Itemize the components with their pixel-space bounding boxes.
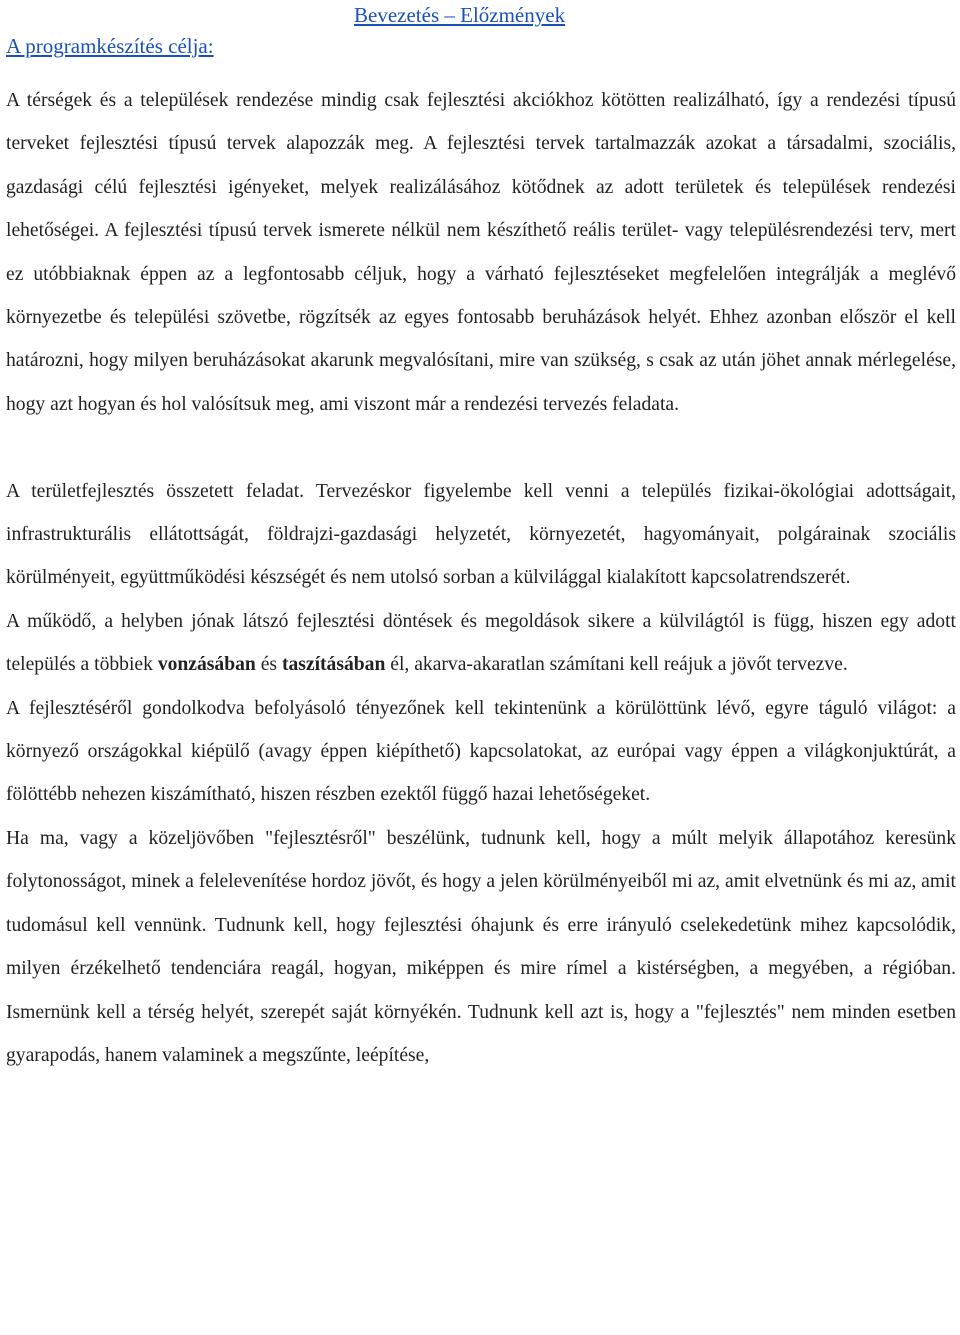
bold-term-vonzasaban: vonzásában bbox=[157, 654, 256, 676]
paragraph-3 bbox=[6, 600, 956, 687]
paragraph-gap bbox=[6, 426, 956, 469]
section-link-programkeszites-celja[interactable]: A programkészítés célja: bbox=[6, 34, 214, 58]
bold-term-taszitasaban: taszításában bbox=[281, 654, 386, 676]
paragraph-4: A fejlesztéséről gondolkodva befolyásoló tényezőnek kell tekintenünk a körülöttünk lévő, egyre táguló világot: a környező országokkal kiépülő (avagy éppen kiépíthető) kapcsolatokat, az európai vagy éppen a világkonjuktúrát, a fölöttébb nehezen kiszámítható, hiszen részben ezektől függő hazai lehetőségeket. bbox=[6, 697, 956, 806]
paragraph-3-text-a: A működő, a helyben jónak látszó fejlesztési döntések és megoldások sikere a külvilágtól is függ, hiszen egy adott település a többiek bbox=[6, 610, 956, 676]
paragraph-3-text-c: él, akarva-akaratlan számítani kell reájuk a jövőt tervezve. bbox=[385, 654, 848, 676]
paragraph-3-text-b: és bbox=[255, 654, 282, 676]
paragraph-5: Ha ma, vagy a közeljövőben "fejlesztésről" beszélünk, tudnunk kell, hogy a múlt melyik állapotához keresünk folytonosságot, minek a felelevenítése hordoz jövőt, és hogy a jelen körülményeiből mi az, amit elvetnünk és mi az, amit tudomásul kell vennünk. Tudnunk kell, hogy fejlesztési óhajunk és erre irányuló cselekedetünk mihez kapcsolódik, milyen érzékelhető tendenciára reagál, hogyan, miképpen és mire rímel a kistérségben, a megyében, a régióban. Ismernünk kell a térség helyét, szerepét saját környékén. Tudnunk kell azt is, hogy a "fejlesztés" nem minden esetben gyarapodás, hanem valaminek a megszűnte, leépítése, bbox=[6, 827, 956, 1066]
document-body bbox=[6, 79, 956, 1077]
paragraph-1: A térségek és a települések rendezése mindig csak fejlesztési akciókhoz kötötten realizálható, így a rendezési típusú terveket fejlesztési típusú tervek alapozzák meg. A fejlesztési tervek tartalmazzák azokat a társadalmi, szociális, gazdasági célú fejlesztési igényeket, melyek realizálásához kötődnek az adott területek és települések rendezési lehetőségei. A fejlesztési típusú tervek ismerete nélkül nem készíthető reális terület- vagy településrendezési terv, mert ez utóbbiaknak éppen az a legfontosabb céljuk, hogy a várható fejlesztéseket megfelelően integrálják a meglévő környezetbe és települési szövetbe, rögzítsék az egyes fontosabb beruházások helyét. Ehhez azonban először el kell határozni, hogy milyen beruházásokat akarunk megvalósítani, mire van szükség, s csak az után jöhet annak mérlegelése, hogy azt hogyan és hol valósítsuk meg, ami viszont már a rendezési tervezés feladata. bbox=[6, 90, 956, 415]
section-link-bevezetes[interactable]: Bevezetés – Előzmények bbox=[354, 3, 566, 27]
paragraph-2: A területfejlesztés összetett feladat. Tervezéskor figyelembe kell venni a település fizikai-ökológiai adottságait, infrastrukturális ellátottságát, földrajzi-gazdasági helyzetét, környezetét, hagyományait, polgárainak szociális körülményeit, együttműködési készségét és nem utolsó sorban a külvilággal kialakított kapcsolatrendszerét. bbox=[6, 480, 956, 589]
